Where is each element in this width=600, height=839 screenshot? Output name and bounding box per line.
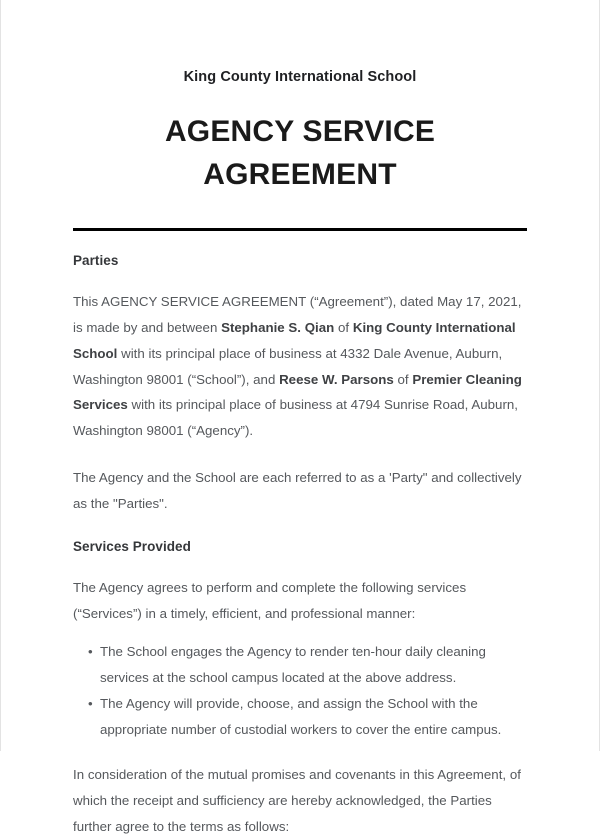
party-school-representative: Stephanie S. Qian <box>221 319 335 335</box>
party-agency-representative: Reese W. Parsons <box>279 371 394 387</box>
list-item: • The Agency will provide, choose, and assign the School with the appropriate number of custodial workers to cover the entire campus. <box>73 691 527 743</box>
parties-paragraph-2: The Agency and the School are each referred to as a 'Party" and collectively as the "Parties". <box>73 470 522 512</box>
list-item: • The School engages the Agency to render ten-hour daily cleaning services at the school campus located at the above address. <box>73 639 527 691</box>
services-bullet-list <box>73 627 527 743</box>
party-agency-name: Premier Cleaning Services <box>73 371 522 413</box>
document-title-line-1: AGENCY SERVICE <box>164 115 436 148</box>
document-title-line-2: AGREEMENT <box>203 157 397 191</box>
parties-text-part-1: This AGENCY SERVICE AGREEMENT (“Agreement”), dated May 17, 2021, is made by and between <box>73 293 522 335</box>
parties-text-part-2: of <box>334 319 353 335</box>
parties-paragraph-1 <box>73 268 527 445</box>
party-school-name: King County International School <box>73 319 516 361</box>
organization-name: King County International School <box>183 69 417 85</box>
parties-text-part-5: with its principal place of business at 4794 Sunrise Road, Auburn, Washington 98001 (“Agency”). <box>73 397 518 439</box>
parties-text-part-3: with its principal place of business at 4332 Dale Avenue, Auburn, Washington 98001 (“School”), and <box>73 345 503 387</box>
section-heading-parties: Parties <box>73 252 119 268</box>
parties-text-part-4: of <box>393 371 413 387</box>
document-content <box>1 0 599 839</box>
consideration-paragraph: In consideration of the mutual promises and covenants in this Agreement, of which the receipt and sufficiency are hereby acknowledged, the Parties further agree to the terms as follows: <box>73 766 521 834</box>
services-intro-paragraph: The Agency agrees to perform and complete the following services (“Services”) in a timely, efficient, and professional manner: <box>73 580 467 622</box>
section-heading-services-provided: Services Provided <box>73 539 191 555</box>
document-title <box>73 85 527 197</box>
